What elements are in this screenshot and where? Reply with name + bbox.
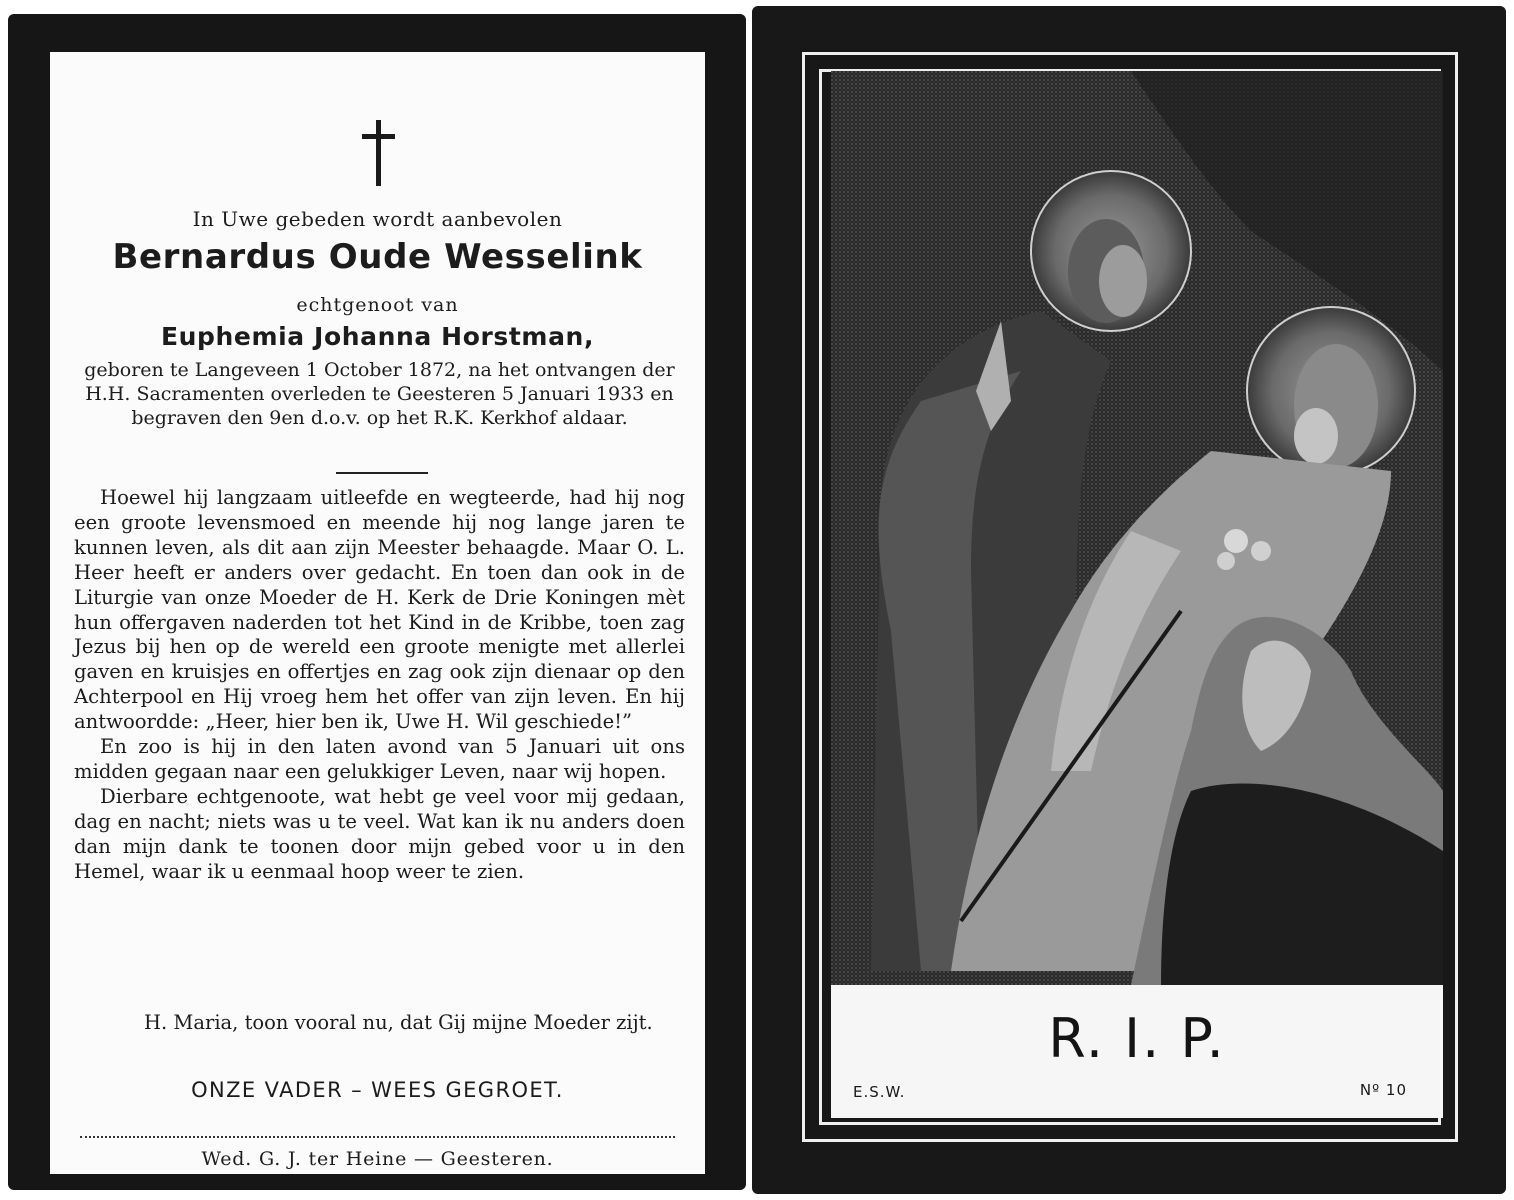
printer-line: Wed. G. J. ter Heine — Geesteren. [201,1148,554,1170]
spouse-prefix: echtgenoot van [296,294,459,316]
memorial-card-image-side [752,6,1506,1194]
paragraph-2: En zoo is hij in den laten avond van 5 Januari uit ons midden gegaan naar een gelukkiger Leven, naar wij hopen. [74,735,685,783]
deceased-name: Bernardus Oude Wesselink [112,237,643,277]
paragraph-1: Hoewel hij langzaam uitleefde en wegteerde, had hij nog een groote levensmoed en meende hij nog lange jaren te kunnen leven, als dit aan zijn Meester behaagde. Maar O. L. Heer heeft er anders over gedacht. En toen dan ook in de Liturgie van onze Moeder de H. Kerk de Drie Koningen mèt hun offergaven naderden tot het Kind in de Kribbe, toen zag Jezus bij hen op de wereld een groote menigte met allerlei gaven en kruisjes en offertjes en zag ook zijn dienaar op den Achterpool en Hij vroeg hem het offer van zijn leven. En hij antwoordde: „Heer, hier ben ik, Uwe H. Wil geschiede!” [74,486,685,734]
biography: geboren te Langeveen 1 October 1872, na het ontvangen der H.H. Sacramenten overleden te Geesteren 5 Januari 1933 en begraven den 9en d.o.v. op het R.K. Kerkhof aldaar. [84,359,675,429]
closing-prayers: ONZE VADER – WEES GEGROET. [191,1078,564,1102]
caption-panel [831,985,1443,1118]
card-number: Nº 10 [1359,1081,1407,1099]
dotted-divider [80,1136,675,1138]
intro-line: In Uwe gebeden wordt aanbevolen [192,207,563,231]
body-text [74,486,685,885]
rip-caption: R. I. P. [1048,1007,1226,1070]
prayer-line: H. Maria, toon vooral nu, dat Gij mijne Moeder zijt. [144,1011,653,1034]
cross-icon [358,120,398,186]
paragraph-3: Dierbare echtgenoote, wat hebt ge veel voor mij gedaan, dag en nacht; niets was u te veel. Wat kan ik nu anders doen dan mijn dank te toonen door mijn gebed voor u in den Hemel, waar ik u eenmaal hoop weer te zien. [74,784,685,883]
publisher-mark: E.S.W. [853,1083,906,1101]
death-of-saint-joseph-image [831,71,1443,985]
text-panel [50,52,705,1174]
memorial-card-text-side [8,14,746,1190]
divider [336,472,428,474]
devotional-illustration [831,71,1443,985]
spouse-name: Euphemia Johanna Horstman, [160,322,595,351]
